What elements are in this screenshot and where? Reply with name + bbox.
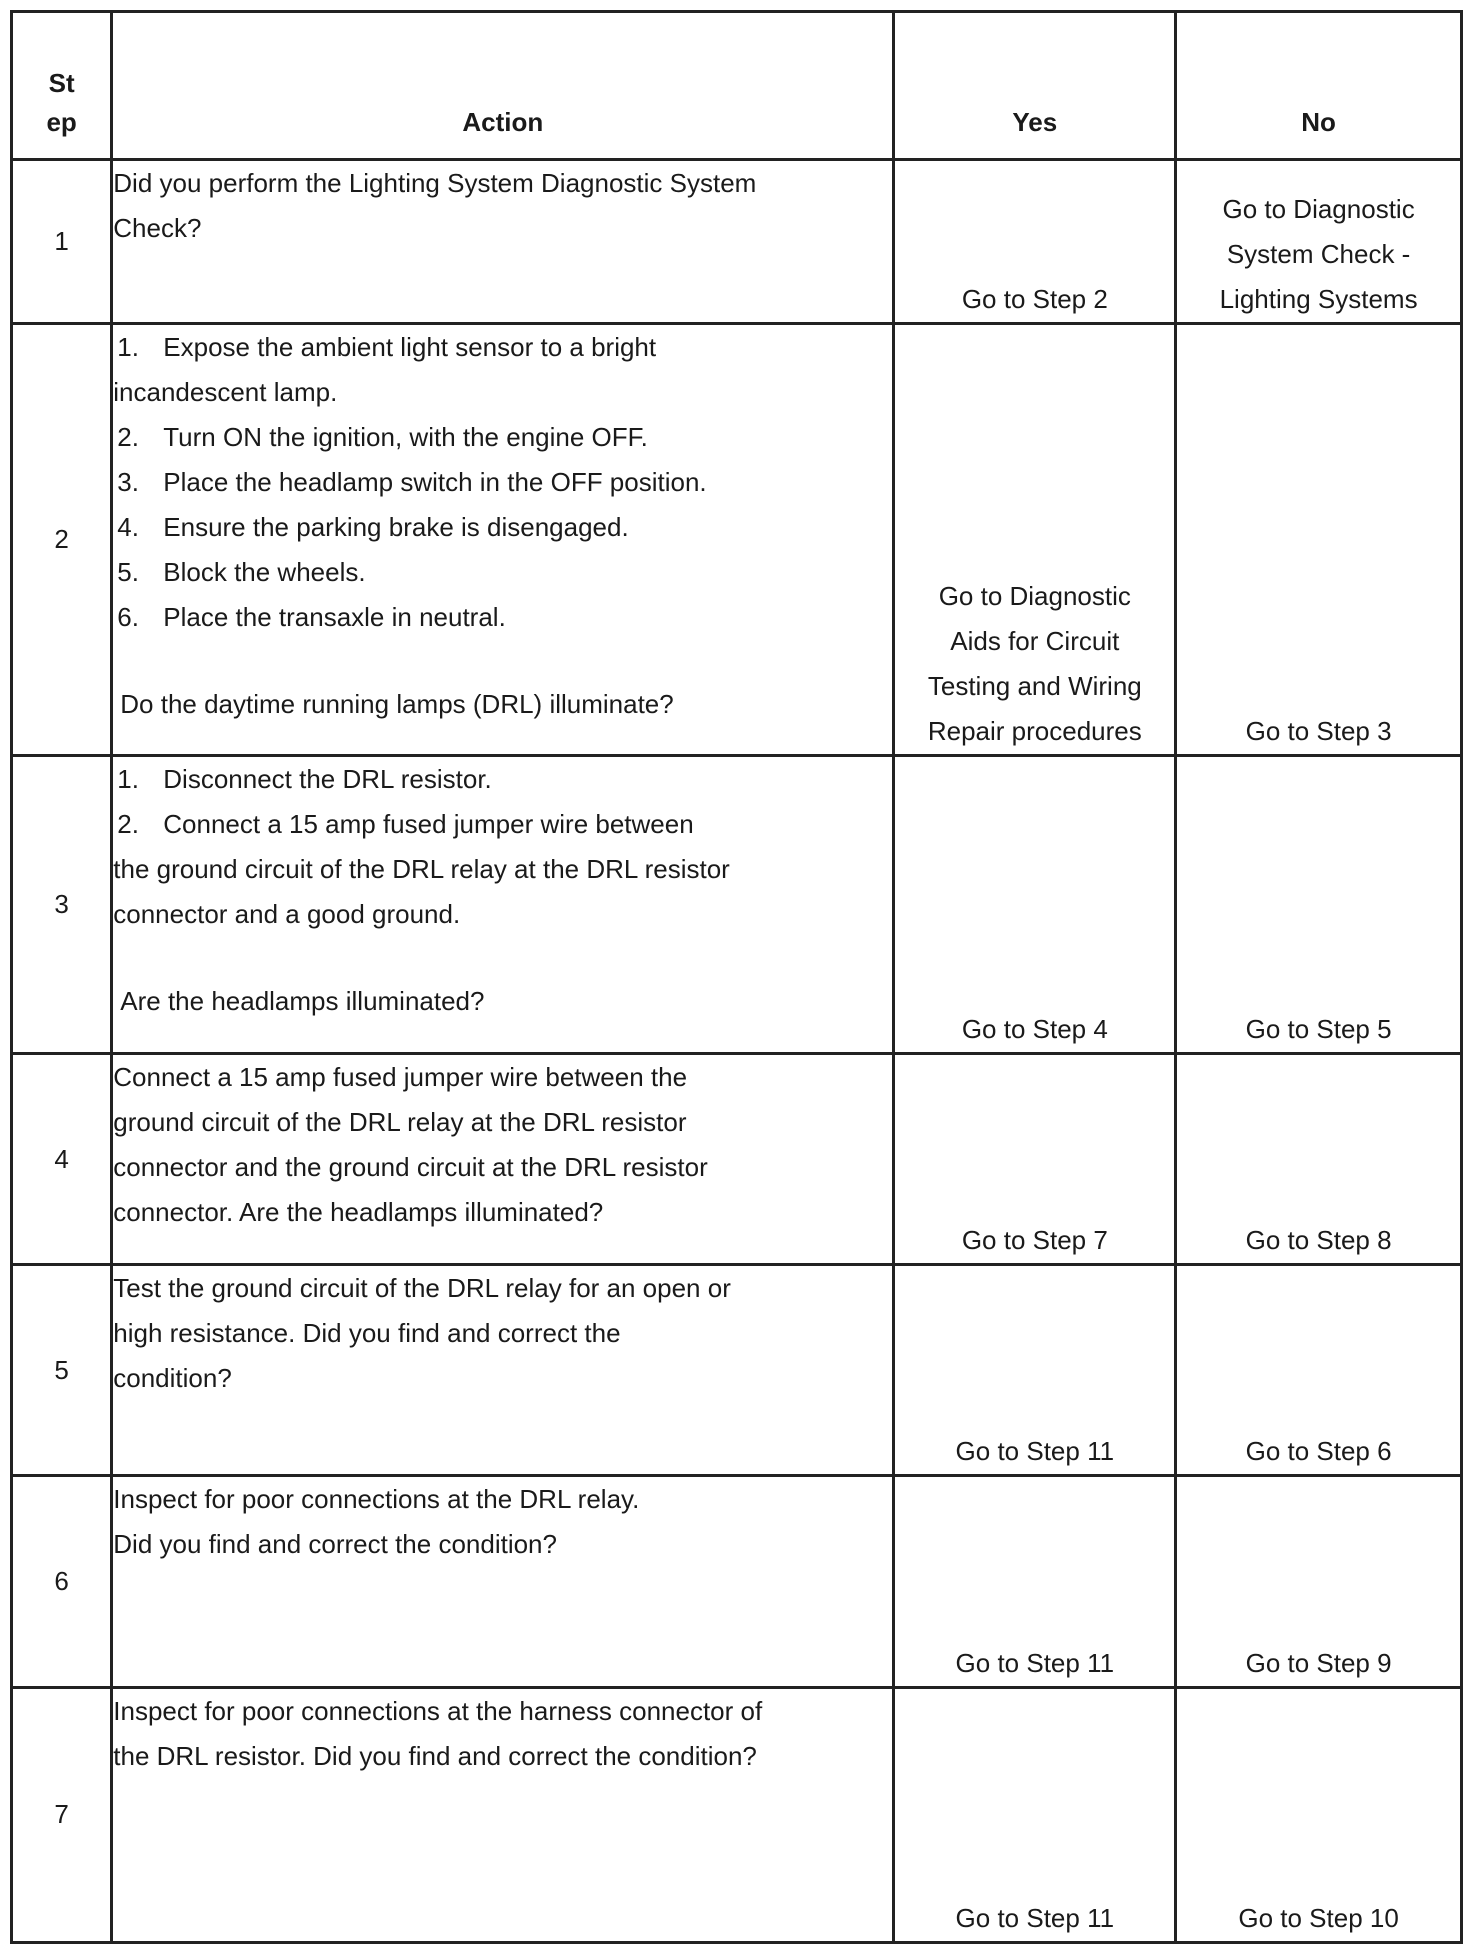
yes-cell: Go to Step 4 bbox=[894, 755, 1176, 1053]
step-number: 4 bbox=[12, 1054, 112, 1265]
action-cell: Inspect for poor connections at the DRL relay. Did you find and correct the condition? bbox=[112, 1476, 894, 1687]
step-number: 6 bbox=[12, 1476, 112, 1687]
no-cell: Go to Step 9 bbox=[1176, 1476, 1462, 1687]
action-cell: 1. Disconnect the DRL resistor. 2. Connect a 15 amp fused jumper wire between the ground circuit of the DRL relay at the DRL resistor connector and a good ground. Are the headlamps illuminated? bbox=[112, 755, 894, 1053]
table-row bbox=[12, 1476, 1462, 1687]
header-step: St ep bbox=[12, 12, 112, 160]
question: Do the daytime running lamps (DRL) illuminate? bbox=[120, 689, 674, 720]
header-no: No bbox=[1176, 12, 1462, 160]
no-cell: Go to Step 5 bbox=[1176, 755, 1462, 1053]
table-row bbox=[12, 1054, 1462, 1265]
action-cell: 1. Expose the ambient light sensor to a bright incandescent lamp. 2. Turn ON the ignition, with the engine OFF. 3. Place the headlamp switch in the OFF position. 4. Ensure the parking brake is disengaged. 5. Block the wheels. 6. Place the transaxle in neutral. Do the daytime running lamps (DRL) illuminate? bbox=[112, 324, 894, 755]
action-cell: Connect a 15 amp fused jumper wire between the ground circuit of the DRL relay at the DRL resistor connector and the ground circuit at the DRL resistor connector. Are the headlamps illuminated? bbox=[112, 1054, 894, 1265]
table-row bbox=[12, 324, 1462, 755]
step-number: 2 bbox=[12, 324, 112, 755]
yes-cell: Go to Step 11 bbox=[894, 1476, 1176, 1687]
no-cell: Go to Step 6 bbox=[1176, 1265, 1462, 1476]
yes-cell: Go to Diagnostic Aids for Circuit Testing and Wiring Repair procedures bbox=[894, 324, 1176, 755]
step-number: 1 bbox=[12, 160, 112, 324]
yes-cell: Go to Step 2 bbox=[894, 160, 1176, 324]
no-cell: Go to Step 10 bbox=[1176, 1687, 1462, 1942]
action-cell: Test the ground circuit of the DRL relay for an open or high resistance. Did you find and correct the condition? bbox=[112, 1265, 894, 1476]
action-cell: Did you perform the Lighting System Diagnostic System Check? bbox=[112, 160, 894, 324]
no-cell: Go to Step 8 bbox=[1176, 1054, 1462, 1265]
yes-cell: Go to Step 11 bbox=[894, 1687, 1176, 1942]
header-yes: Yes bbox=[894, 12, 1176, 160]
step-number: 3 bbox=[12, 755, 112, 1053]
no-cell: Go to Diagnostic System Check - Lighting Systems bbox=[1176, 160, 1462, 324]
table-row bbox=[12, 160, 1462, 324]
step-number: 5 bbox=[12, 1265, 112, 1476]
step-number: 7 bbox=[12, 1687, 112, 1942]
table-row bbox=[12, 755, 1462, 1053]
question: Are the headlamps illuminated? bbox=[120, 985, 485, 1016]
no-cell: Go to Step 3 bbox=[1176, 324, 1462, 755]
header-action: Action bbox=[112, 12, 894, 160]
yes-cell: Go to Step 11 bbox=[894, 1265, 1176, 1476]
diagnostic-table bbox=[10, 10, 1463, 1944]
table-row bbox=[12, 1265, 1462, 1476]
action-cell: Inspect for poor connections at the harness connector of the DRL resistor. Did you find and correct the condition? bbox=[112, 1687, 894, 1942]
yes-cell: Go to Step 7 bbox=[894, 1054, 1176, 1265]
table-row bbox=[12, 1687, 1462, 1942]
header-row bbox=[12, 12, 1462, 160]
